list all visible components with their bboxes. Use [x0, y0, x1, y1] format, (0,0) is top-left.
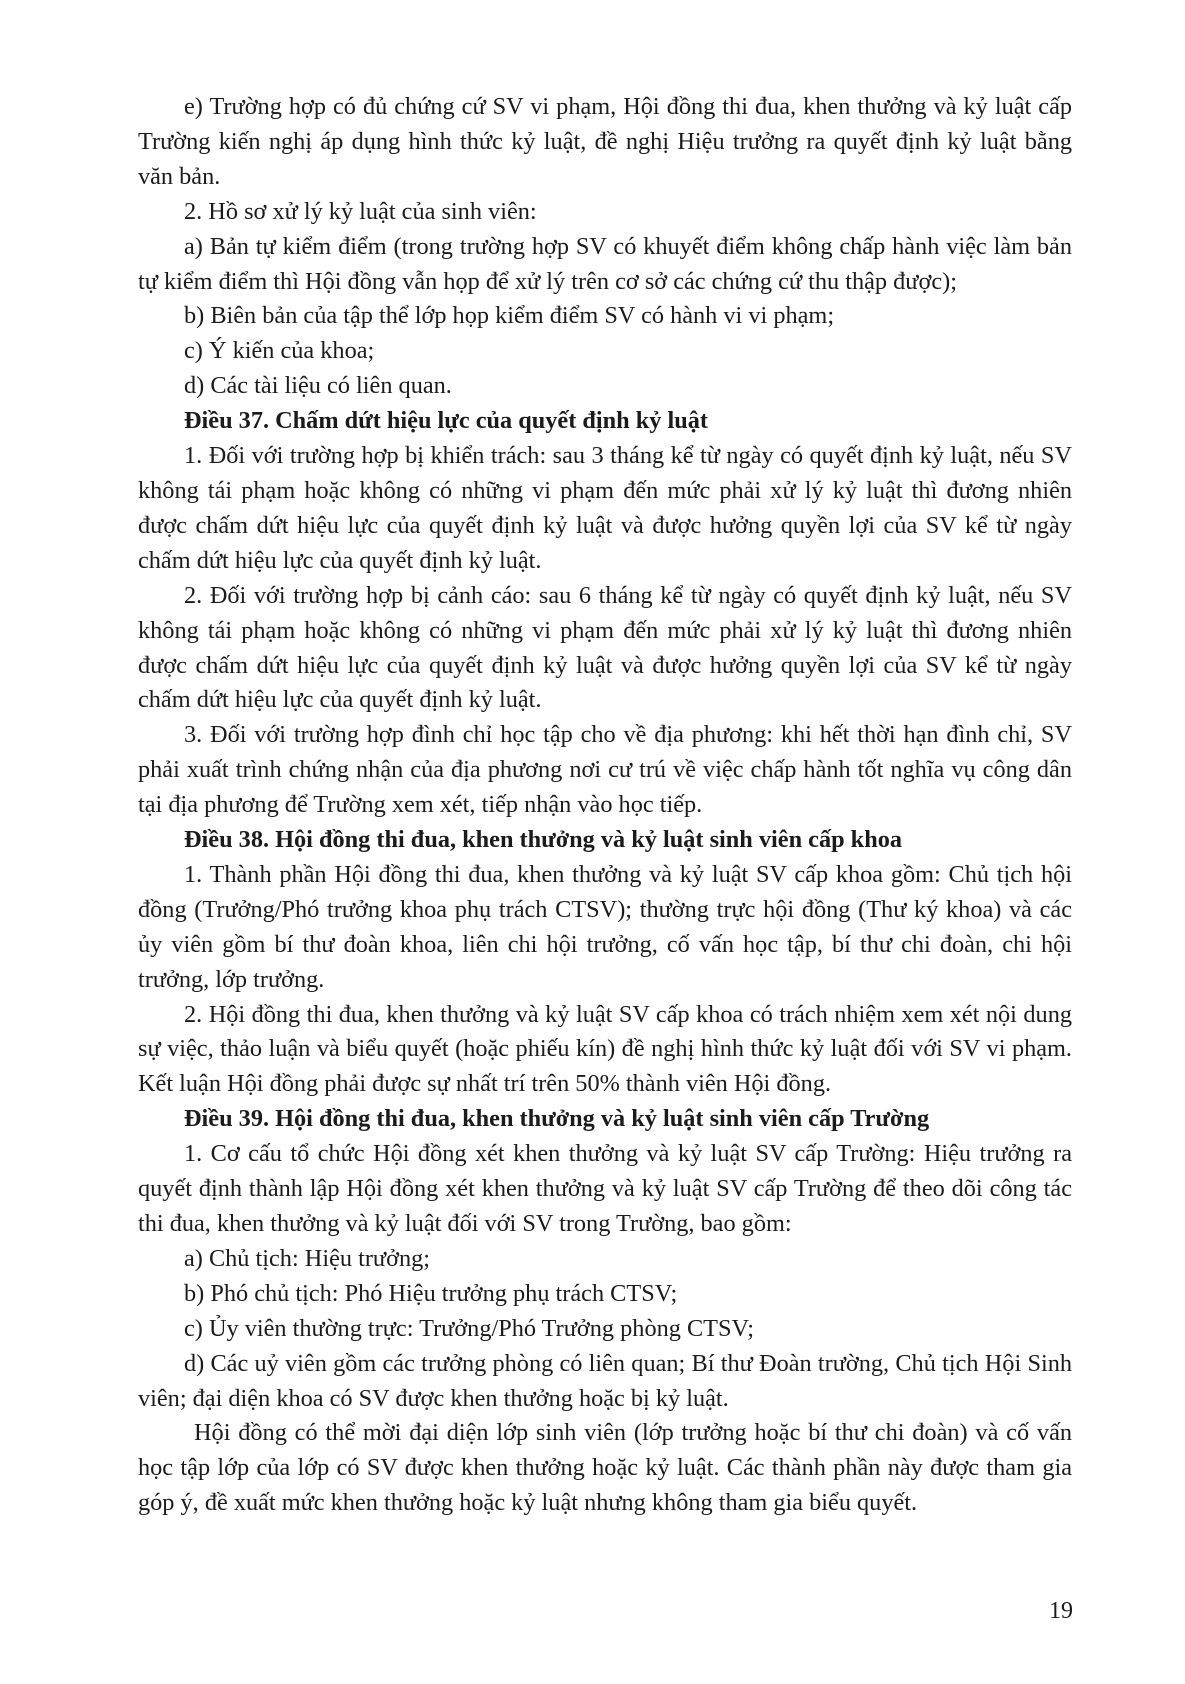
paragraph-invited-representatives: Hội đồng có thể mời đại diện lớp sinh viên (lớp trưởng hoặc bí thư chi đoàn) và cố vấn học tập lớp của lớp có SV được khen thưởng hoặc kỷ luật. Các thành phần này được tham gia góp ý, đề xuất mức khen thưởng hoặc kỷ luật nhưng không tham gia biểu quyết. [138, 1419, 1072, 1517]
paragraph-faculty-council-duties: 2. Hội đồng thi đua, khen thưởng và kỷ luật SV cấp khoa có trách nhiệm xem xét nội dung sự việc, thảo luận và biểu quyết (hoặc phiếu kín) đề nghị hình thức kỷ luật đối với SV vi phạm. Kết luận Hội đồng phải được sự nhất trí trên 50% thành viên Hội đồng. [138, 1000, 1072, 1098]
article-39-heading: Điều 39. Hội đồng thi đua, khen thưởng và kỷ luật sinh viên cấp Trường [184, 1105, 930, 1133]
paragraph-members: d) Các uỷ viên gồm các trưởng phòng có liên quan; Bí thư Đoàn trường, Chủ tịch Hội Sinh viên; đại diện khoa có SV được khen thưởng hoặc bị kỷ luật. [138, 1349, 1072, 1412]
paragraph-self-review: a) Bản tự kiểm điểm (trong trường hợp SV có khuyết điểm không chấp hành việc làm bản tự kiểm điểm thì Hội đồng vẫn họp để xử lý trên cơ sở các chứng cứ thu thập được); [138, 232, 1072, 295]
paragraph-suspension: 3. Đối với trường hợp đình chỉ học tập cho về địa phương: khi hết thời hạn đình chỉ, SV phải xuất trình chứng nhận của địa phương nơi cư trú về việc chấp hành tốt nghĩa vụ công dân tại địa phương để Trường xem xét, tiếp nhận vào học tiếp. [138, 721, 1072, 819]
paragraph-warning: 2. Đối với trường hợp bị cảnh cáo: sau 6 tháng kể từ ngày có quyết định kỷ luật, nếu SV không tái phạm hoặc không có những vi phạm đến mức phải xử lý kỷ luật thì đương nhiên được chấm dứt hiệu lực của quyết định kỷ luật và được hưởng quyền lợi của SV kể từ ngày chấm dứt hiệu lực của quyết định kỷ luật. [138, 581, 1072, 714]
paragraph-vice-chairman: b) Phó chủ tịch: Phó Hiệu trưởng phụ trách CTSV; [184, 1279, 678, 1307]
paragraph-e-disciplinary-proposal: e) Trường hợp có đủ chứng cứ SV vi phạm, Hội đồng thi đua, khen thưởng và kỷ luật cấp Trường kiến nghị áp dụng hình thức kỷ luật, đề nghị Hiệu trưởng ra quyết định kỷ luật bằng văn bản. [138, 93, 1072, 190]
paragraph-university-council-structure: 1. Cơ cấu tổ chức Hội đồng xét khen thưởng và kỷ luật SV cấp Trường: Hiệu trưởng ra quyết định thành lập Hội đồng xét khen thưởng và kỷ luật SV cấp Trường để theo dõi công tác thi đua, khen thưởng và kỷ luật đối với SV trong Trường, bao gồm: [138, 1140, 1072, 1237]
page-number: 19 [1049, 1598, 1073, 1624]
paragraph-reprimand: 1. Đối với trường hợp bị khiển trách: sau 3 tháng kể từ ngày có quyết định kỷ luật, nếu SV không tái phạm hoặc không có những vi phạm đến mức phải xử lý kỷ luật thì đương nhiên được chấm dứt hiệu lực của quyết định kỷ luật và được hưởng quyền lợi của SV kể từ ngày chấm dứt hiệu lực của quyết định kỷ luật. [138, 442, 1072, 574]
paragraph-faculty-council-members: 1. Thành phần Hội đồng thi đua, khen thưởng và kỷ luật SV cấp khoa gồm: Chủ tịch hội đồng (Trưởng/Phó trưởng khoa phụ trách CTSV); thường trực hội đồng (Thư ký khoa) và các ủy viên gồm bí thư đoàn khoa, liên chi hội trưởng, cố vấn học tập, bí thư chi đoàn, chi hội trưởng, lớp trưởng. [138, 860, 1072, 993]
article-38-heading: Điều 38. Hội đồng thi đua, khen thưởng và kỷ luật sinh viên cấp khoa [184, 826, 903, 854]
document-page [138, 90, 1072, 1521]
paragraph-class-minutes: b) Biên bản của tập thể lớp họp kiểm điểm SV có hành vi vi phạm; [184, 302, 835, 330]
paragraph-discipline-dossier: 2. Hồ sơ xử lý kỷ luật của sinh viên: [184, 197, 537, 225]
paragraph-faculty-opinion: c) Ý kiến của khoa; [184, 337, 375, 365]
paragraph-standing-member: c) Ủy viên thường trực: Trưởng/Phó Trưởng phòng CTSV; [184, 1314, 755, 1342]
article-37-heading: Điều 37. Chấm dứt hiệu lực của quyết định kỷ luật [184, 407, 708, 435]
paragraph-related-documents: d) Các tài liệu có liên quan. [184, 372, 452, 400]
paragraph-chairman: a) Chủ tịch: Hiệu trưởng; [184, 1244, 430, 1272]
